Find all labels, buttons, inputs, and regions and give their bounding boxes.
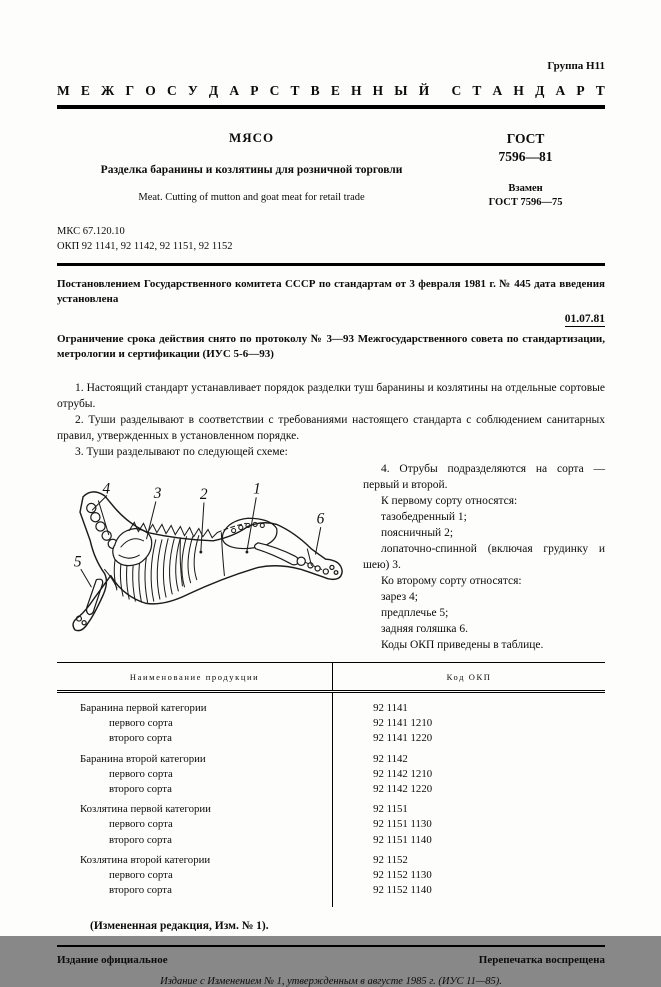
- effective-date-line: [57, 309, 605, 327]
- replaces-label: Взамен: [508, 183, 543, 194]
- clause-4-column: [357, 461, 605, 653]
- okp-codes: ОКП 92 1141, 92 1142, 92 1151, 92 1152: [57, 241, 233, 252]
- group-label: Группа Н11: [547, 60, 605, 72]
- document-subtitle-en: Meat. Cutting of mutton and goat meat for retail trade: [138, 192, 365, 203]
- table-row: [57, 868, 605, 883]
- preamble: [57, 277, 605, 361]
- effective-date: 01.07.81: [564, 313, 605, 325]
- table-row: [57, 848, 605, 868]
- title-block: [57, 130, 605, 210]
- diagram-label-3: 3: [153, 484, 162, 502]
- product-name-cell: первого сорта: [57, 868, 333, 883]
- okp-code-cell: 92 1141: [373, 702, 408, 714]
- table-row: [57, 782, 605, 797]
- clause-4-line: задняя голяшка 6.: [381, 623, 469, 635]
- diagram-label-2: 2: [199, 485, 208, 503]
- official-edition-label: Издание официальное: [57, 954, 168, 967]
- okp-code-cell: 92 1141 1210: [373, 717, 433, 730]
- table-row: [57, 716, 605, 731]
- document-subtitle: Разделка баранины и козлятины для розничной торговли: [100, 164, 403, 176]
- amendment-note: (Измененная редакция, Изм. № 1).: [90, 920, 269, 933]
- clause-4-line: лопаточно-спинной (включая грудинку и шею) 3.: [363, 543, 605, 571]
- clause-4-line: Коды ОКП приведены в таблице.: [381, 639, 544, 651]
- footer-row: [57, 954, 605, 966]
- figure-and-clause4: [57, 461, 605, 653]
- okp-code-cell: 92 1152 1130: [373, 869, 432, 882]
- table-row: [57, 747, 605, 767]
- reprint-prohibited-label: Перепечатка воспрещена: [478, 954, 605, 967]
- standard-header-title: М Е Ж Г О С У Д А Р С Т В Е Н Н Ы Й С Т А Н Д А Р Т: [57, 83, 605, 98]
- table-row: [57, 833, 605, 848]
- product-name-cell: второго сорта: [57, 833, 333, 848]
- clause-4-line: К первому сорту относятся:: [381, 495, 518, 507]
- table-row: [57, 883, 605, 907]
- product-name-cell: Козлятина первой категории: [57, 797, 333, 817]
- okp-code-cell: 92 1152: [373, 853, 408, 866]
- carcass-figure: [57, 461, 357, 653]
- product-name-cell: Козлятина второй категории: [57, 848, 333, 868]
- clause-1: 1. Настоящий стандарт устанавливает порядок разделки туш баранины и козлятины на отдельные сортовые отрубы.: [57, 382, 605, 410]
- neck-vertebrae: [87, 503, 118, 548]
- gost-label: ГОСТ: [506, 131, 545, 146]
- mks-code: МКС 67.120.10: [57, 226, 125, 237]
- foreleg-bones: [77, 565, 338, 624]
- replaces-number: ГОСТ 7596—75: [488, 197, 563, 208]
- table-row: [57, 797, 605, 817]
- document-title: МЯСО: [228, 130, 275, 145]
- diagram-label-6: 6: [316, 510, 325, 528]
- table-row: [57, 692, 605, 717]
- clause-2: 2. Туши разделывают в соответствии с требованиями настоящего стандарта с соблюдением санитарных правил, утвержденных в установленном порядке.: [57, 414, 605, 442]
- table-header-row: [57, 663, 605, 692]
- diagram-label-5: 5: [73, 553, 82, 571]
- clause-4-line: зарез 4;: [381, 591, 419, 603]
- okp-code-cell: 92 1151 1130: [373, 818, 432, 831]
- product-name-cell: первого сорта: [57, 767, 333, 782]
- product-name-cell: Баранина первой категории: [57, 692, 333, 717]
- carcass-cutting-diagram: [57, 465, 357, 635]
- footer-rule: [57, 945, 605, 947]
- okp-code-cell: 92 1142: [373, 752, 408, 765]
- clauses: [57, 380, 605, 460]
- okp-code-cell: 92 1141 1220: [373, 732, 433, 745]
- okp-code-cell: 92 1142 1220: [373, 783, 433, 796]
- clause-4-line: 4. Отрубы подразделяются на сорта — первый и второй.: [363, 463, 605, 491]
- product-name-cell: Баранина второй категории: [57, 747, 333, 767]
- diagram-label-4: 4: [102, 480, 111, 498]
- gost-number: 7596—81: [498, 149, 553, 164]
- diagram-label-1: 1: [253, 480, 261, 498]
- product-name-cell: второго сорта: [57, 883, 333, 907]
- product-name-cell: второго сорта: [57, 731, 333, 746]
- okp-codes-table: [57, 662, 605, 907]
- product-name-cell: второго сорта: [57, 782, 333, 797]
- table-row: [57, 767, 605, 782]
- clause-4-line: поясничный 2;: [381, 527, 454, 539]
- okp-code-cell: 92 1151 1140: [373, 833, 432, 846]
- col-header-product-name: Наименование продукции: [57, 663, 333, 692]
- decree-paragraph: Постановлением Государственного комитета СССР по стандартам от 3 февраля 1981 г. № 445 дата введения установлена: [57, 278, 605, 305]
- table-row: [57, 731, 605, 746]
- limitation-paragraph: Ограничение срока действия снято по протоколу № 3—93 Межгосударственного совета по стандартизации, метрологии и сертификации (ИУС 5-6—93): [57, 333, 605, 360]
- edition-note: Издание с Изменением № 1, утвержденным в августе 1985 г. (ИУС 11—85).: [160, 976, 502, 987]
- product-name-cell: первого сорта: [57, 817, 333, 832]
- header-rule: [57, 105, 605, 109]
- okp-code-cell: 92 1142 1210: [373, 767, 433, 780]
- clause-3: 3. Туши разделывают по следующей схеме:: [75, 446, 288, 458]
- product-name-cell: первого сорта: [57, 716, 333, 731]
- clause-4-line: предплечье 5;: [381, 607, 449, 619]
- okp-code-cell: 92 1151: [373, 803, 408, 816]
- clause-4-line: тазобедренный 1;: [381, 511, 467, 523]
- okp-code-cell: 92 1152 1140: [373, 884, 432, 897]
- table-row: [57, 817, 605, 832]
- col-header-okp-code: Код ОКП: [333, 663, 605, 692]
- clause-4-line: Ко второму сорту относятся:: [381, 575, 522, 587]
- title-rule: [57, 263, 605, 266]
